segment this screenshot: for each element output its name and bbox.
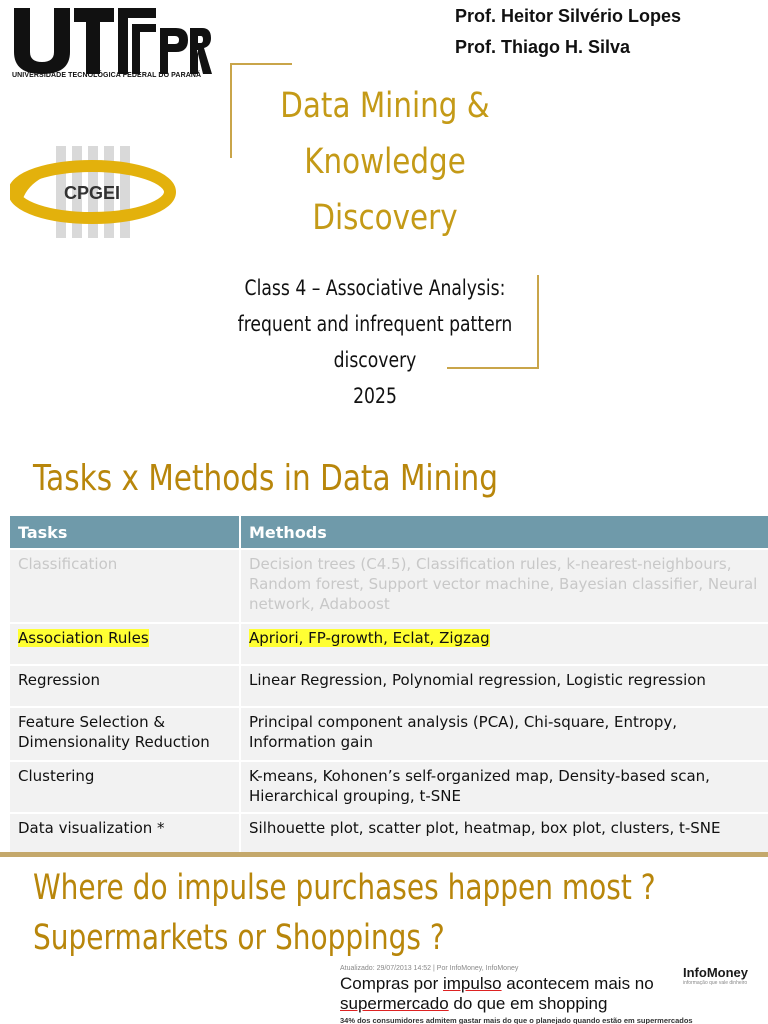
- cpgei-logo: [10, 146, 180, 238]
- table-row: [10, 707, 768, 761]
- methods-label: Decision trees (C4.5), Classification rules, k-nearest-neighbours, Random forest, Support vector machine, Bayesian classifier, Neural network, Adaboost: [249, 555, 758, 613]
- news-clipping: [335, 962, 768, 1024]
- methods-label: Linear Regression, Polynomial regression, Logistic regression: [249, 671, 706, 689]
- decorative-bracket: [447, 367, 539, 369]
- news-meta: Atualizado: 29/07/2013 14:52 | Por InfoMoney, InfoMoney: [340, 965, 519, 972]
- tasks-methods-table: [10, 516, 768, 852]
- methods-cell: [240, 665, 768, 707]
- task-cell: [10, 813, 240, 852]
- tasks-methods-slide: [0, 452, 768, 852]
- task-cell: [10, 549, 240, 623]
- methods-label: Silhouette plot, scatter plot, heatmap, box plot, clusters, t-SNE: [249, 819, 721, 837]
- subtitle-line-2: frequent and infrequent pattern: [237, 312, 513, 336]
- headline-text: do que em shopping: [448, 994, 608, 1013]
- utfpr-logo: [12, 6, 212, 76]
- table-row: [10, 761, 768, 813]
- professor-name-1: Prof. Heitor Silvério Lopes: [455, 6, 682, 26]
- methods-cell: [240, 813, 768, 852]
- headline-underlined: supermercado: [340, 994, 449, 1013]
- task-cell: [10, 623, 240, 665]
- news-headline: [340, 974, 760, 1014]
- infomoney-logo: InfoMoney: [683, 965, 748, 980]
- methods-cell: [240, 761, 768, 813]
- task-cell: [10, 761, 240, 813]
- decorative-bracket: [230, 63, 292, 65]
- headline-underlined: impulso: [442, 974, 502, 993]
- headline-text: Compras por: [340, 974, 443, 993]
- decorative-bracket: [230, 63, 232, 158]
- decorative-bracket: [537, 275, 539, 369]
- highlighted-methods-label: Apriori, FP-growth, Eclat, Zigzag: [249, 629, 490, 647]
- subtitle-line-3: discovery: [333, 348, 417, 372]
- table-row: [10, 623, 768, 665]
- methods-cell: [240, 623, 768, 665]
- table-row: [10, 665, 768, 707]
- title-line-2: Knowledge: [304, 142, 466, 182]
- cpgei-logo-text: CPGEI: [63, 183, 121, 203]
- impulse-purchases-slide: [0, 857, 768, 1024]
- logo-caption: UNIVERSIDADE TECNOLÓGICA FEDERAL DO PARANÁ: [12, 72, 202, 79]
- infomoney-tagline: informação que vale dinheiro: [683, 980, 748, 986]
- title-line-1: Where do impulse purchases happen most ?: [33, 868, 656, 908]
- slide-title: [33, 863, 656, 963]
- methods-cell: [240, 707, 768, 761]
- methods-cell: [240, 549, 768, 623]
- column-header-tasks: Tasks: [10, 516, 240, 549]
- task-label: Regression: [18, 671, 101, 689]
- task-label: Clustering: [18, 767, 95, 785]
- methods-label: Principal component analysis (PCA), Chi-square, Entropy, Information gain: [249, 713, 678, 751]
- table-header-row: [10, 516, 768, 549]
- table-row: [10, 549, 768, 623]
- task-label: Data visualization *: [18, 819, 165, 837]
- methods-label: K-means, Kohonen’s self-organized map, Density-based scan, Hierarchical grouping, t-SNE: [249, 767, 710, 805]
- task-label: Feature Selection & Dimensionality Reduction: [18, 713, 210, 751]
- slide-title: [272, 78, 499, 246]
- title-slide: [0, 0, 768, 452]
- title-line-1: Data Mining &: [280, 86, 490, 126]
- subtitle-year: 2025: [353, 384, 397, 408]
- title-line-3: Discovery: [312, 198, 458, 238]
- professor-name-2: Prof. Thiago H. Silva: [455, 37, 631, 57]
- table-row: [10, 813, 768, 852]
- highlighted-task-label: Association Rules: [18, 629, 149, 647]
- subtitle-line-1: Class 4 – Associative Analysis:: [244, 276, 506, 300]
- task-cell: [10, 665, 240, 707]
- column-header-methods: Methods: [240, 516, 768, 549]
- news-subheadline: 34% dos consumidores admitem gastar mais do que o planejado quando estão em supermercados: [340, 1016, 693, 1024]
- title-line-2: Supermarkets or Shoppings ?: [33, 918, 445, 958]
- slide-title: Tasks x Methods in Data Mining: [33, 458, 499, 499]
- task-label: Classification: [18, 555, 118, 573]
- headline-text: acontecem mais no: [501, 974, 654, 993]
- slide-subtitle: [236, 270, 515, 414]
- task-cell: [10, 707, 240, 761]
